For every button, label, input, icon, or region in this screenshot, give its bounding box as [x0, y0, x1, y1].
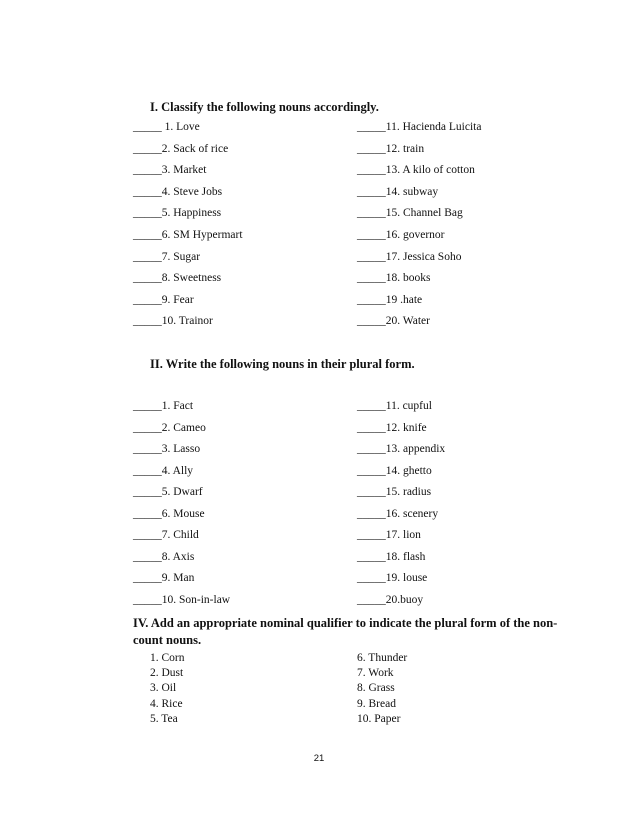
section-4-left-item: 2. Dust [150, 667, 184, 680]
section-1-left-item: _____2. Sack of rice [133, 142, 229, 155]
section-4-left-item: 4. Rice [150, 697, 183, 710]
section-1-left-item: _____4. Steve Jobs [133, 185, 223, 198]
section-2-left-item: _____9. Man [133, 572, 195, 584]
section-2-right-item: _____18. flash [357, 550, 426, 563]
section-1-left-item: _____5. Happiness [133, 207, 222, 220]
section-1-right-item: _____15. Channel Bag [357, 207, 463, 220]
section-1-left-item: _____8. Sweetness [133, 272, 222, 285]
page-number: 21 [313, 753, 325, 764]
section-1-left-item: _____10. Trainor [133, 315, 213, 328]
section-2-right-item: _____19. louse [357, 572, 428, 584]
section-1-right-item: _____13. A kilo of cotton [357, 164, 475, 177]
section-2-right-item: _____15. radius [357, 486, 432, 498]
section-2-left-item: _____4. Ally [133, 464, 194, 477]
section-4-left-item: 3. Oil [150, 682, 177, 695]
section-2-left-item: _____5. Dwarf [133, 486, 203, 498]
section-4-right-item: 6. Thunder [357, 652, 408, 664]
section-2-left-item: _____7. Child [133, 529, 199, 541]
section-2-left-item: _____8. Axis [133, 550, 195, 563]
section-1-left-item: _____9. Fear [133, 293, 194, 306]
section-2-right-item: _____12. knife [357, 421, 427, 434]
section-2-left-item: _____1. Fact [133, 400, 194, 412]
section-4-right-item: 8. Grass [357, 682, 395, 695]
section-1-left-item: _____ 1. Love [133, 121, 200, 133]
section-2-left-item: _____6. Mouse [133, 507, 205, 520]
section-1-right-item: _____16. governor [357, 229, 445, 241]
section-4-title-line-1: IV. Add an appropriate nominal qualifier to indicate the plural form of the non- [133, 616, 558, 630]
section-4-right-item: 10. Paper [357, 712, 401, 725]
section-2-right-item: _____20.buoy [357, 593, 424, 606]
section-1-left-item: _____7. Sugar [133, 250, 201, 263]
section-1-right-item: _____17. Jessica Soho [357, 250, 462, 263]
section-1-right-item: _____18. books [357, 272, 431, 285]
section-1-left-item: _____6. SM Hypermart [133, 229, 243, 241]
section-2-right-item: _____14. ghetto [357, 464, 432, 477]
section-1-right-item: _____20. Water [357, 315, 430, 328]
section-1-left-item: _____3. Market [133, 164, 207, 177]
section-2-left-item: _____3. Lasso [133, 443, 201, 455]
section-4-title-line-2: count nouns. [133, 633, 202, 647]
section-2-right-item: _____17. lion [357, 529, 421, 541]
section-1-right-item: _____14. subway [357, 185, 439, 198]
section-2-left-item: _____2. Cameo [133, 421, 206, 434]
section-4-left-item: 1. Corn [150, 652, 185, 664]
section-2-title: II. Write the following nouns in their plural form. [150, 357, 415, 371]
section-1-right-item: _____12. train [357, 142, 425, 155]
section-2-left-item: _____10. Son-in-law [133, 593, 231, 606]
section-4-right-item: 9. Bread [357, 697, 396, 710]
section-4-right-item: 7. Work [357, 667, 394, 680]
section-1-right-item: _____19 .hate [357, 293, 423, 306]
section-1-right-item: _____11. Hacienda Luicita [357, 121, 482, 133]
section-2-right-item: _____13. appendix [357, 443, 446, 455]
section-1-title: I. Classify the following nouns accordingly. [150, 100, 379, 114]
section-2-right-item: _____16. scenery [357, 507, 439, 520]
section-4-left-item: 5. Tea [150, 712, 178, 725]
section-2-right-item: _____11. cupful [357, 400, 432, 412]
